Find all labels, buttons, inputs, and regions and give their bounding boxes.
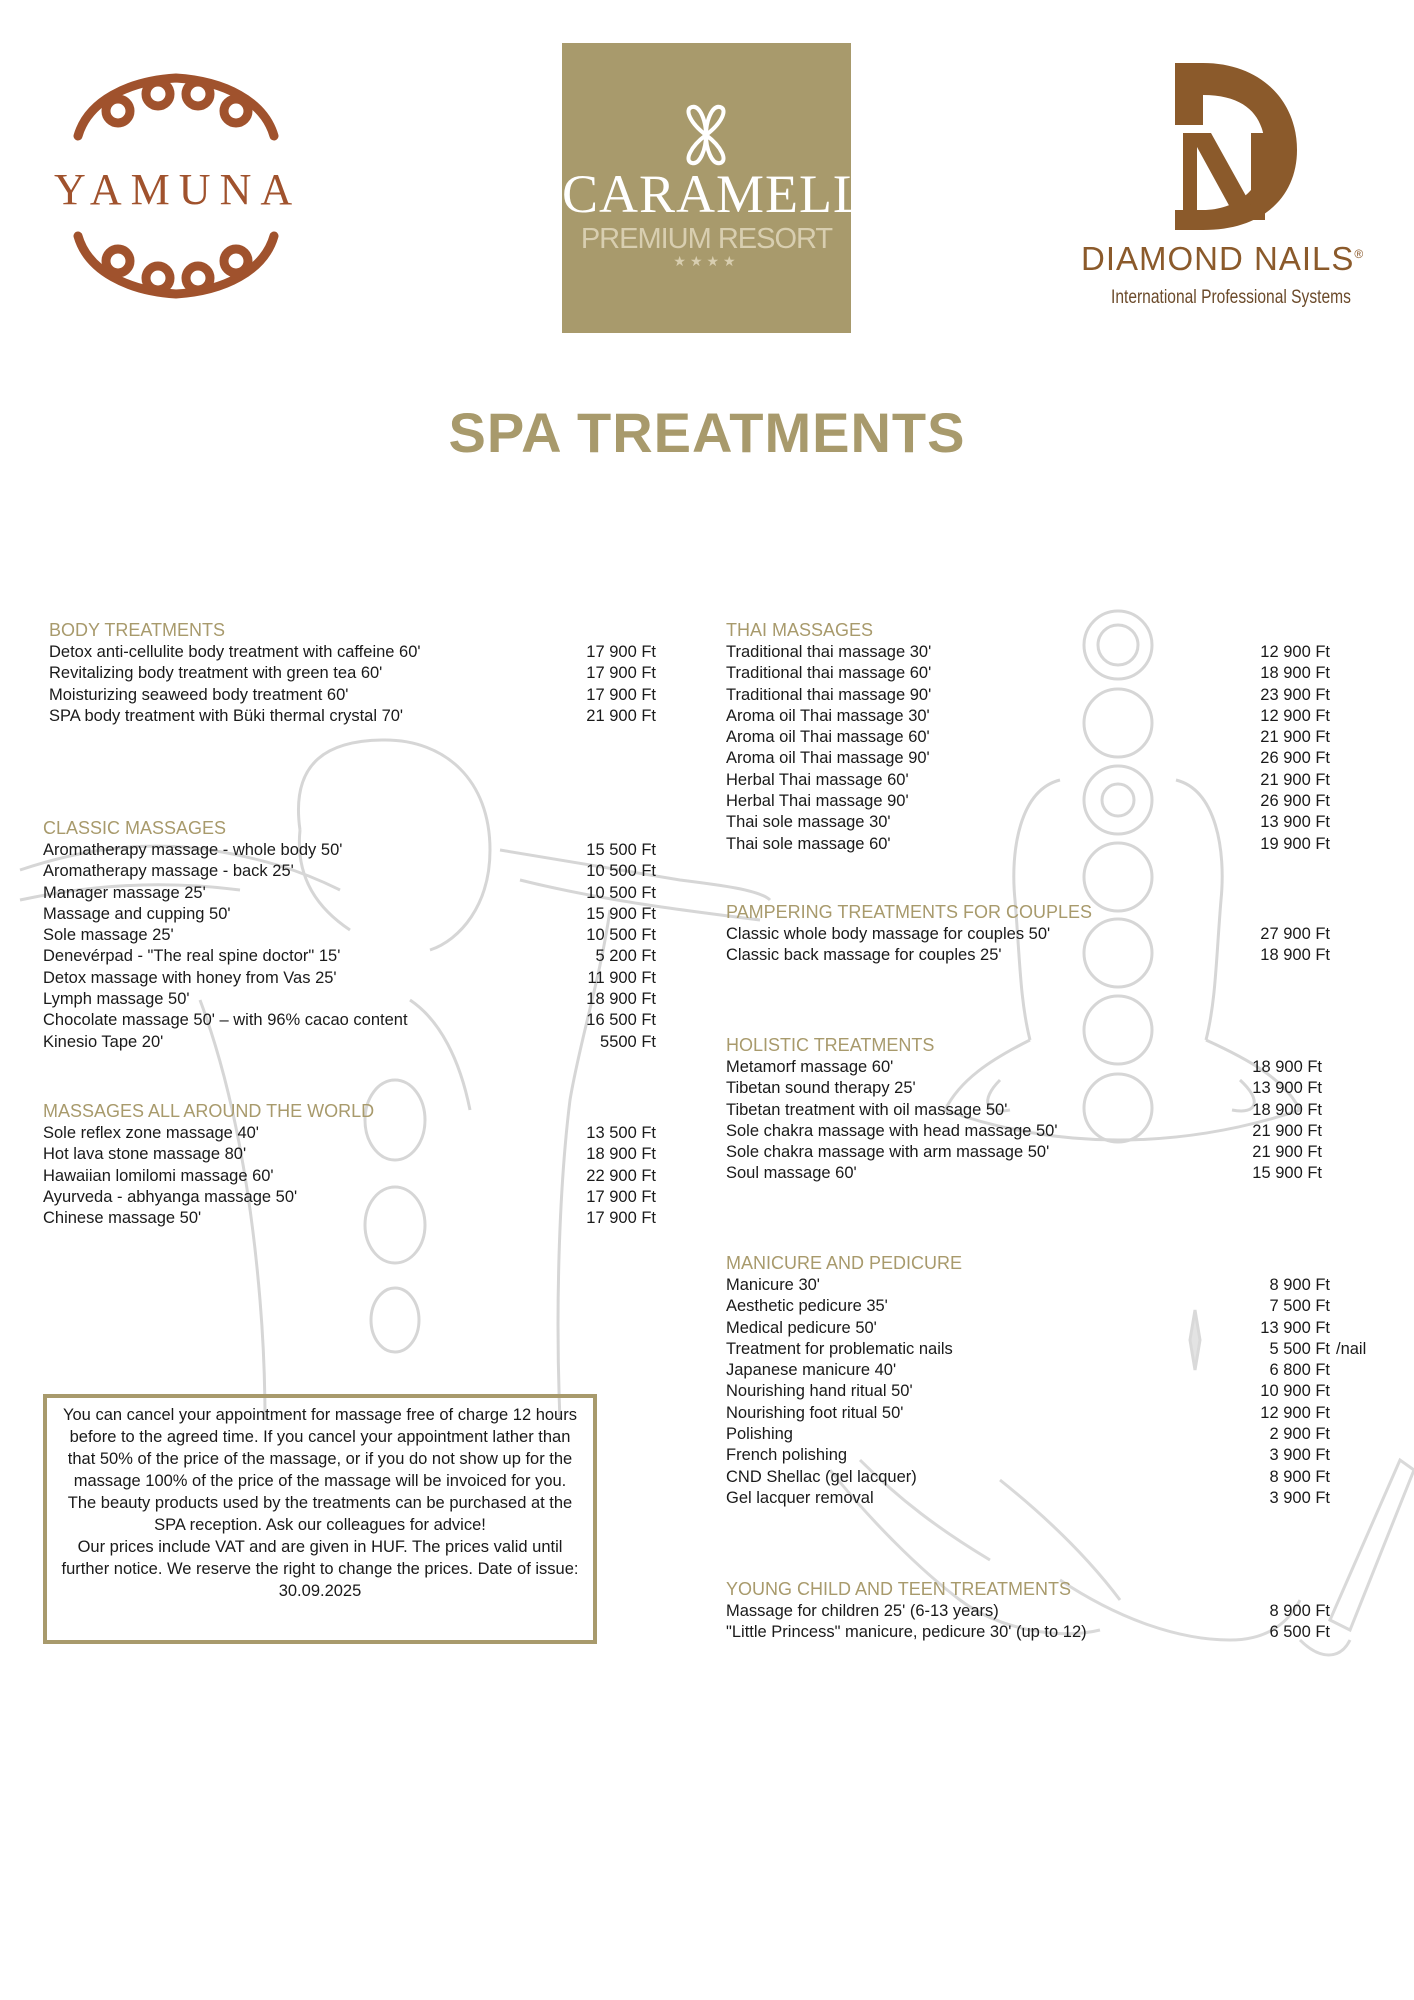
treatment-name: Kinesio Tape 20' [43, 1032, 164, 1051]
treatment-price: 12 900 Ft [1260, 706, 1330, 725]
section-heading: PAMPERING TREATMENTS FOR COUPLES [726, 902, 1093, 922]
treatment-name: Massage for children 25' (6-13 years) [726, 1602, 999, 1620]
page-title: SPA TREATMENTS [448, 401, 966, 464]
treatment-name: Moisturizing seaweed body treatment 60' [49, 685, 349, 704]
treatment-name: Chinese massage 50' [43, 1209, 202, 1228]
price-unit-suffix: /nail [1336, 1339, 1367, 1358]
price-list-item [726, 945, 1330, 966]
treatment-name: Classic whole body massage for couples 50' [726, 925, 1051, 943]
treatment-name: Herbal Thai massage 60' [726, 770, 909, 789]
price-list-item [43, 840, 656, 861]
treatment-name: Nourishing foot ritual 50' [726, 1403, 904, 1422]
price-list-item [726, 1467, 1330, 1488]
diamond-nails-tagline: International Professional Systems [1111, 287, 1351, 308]
treatment-name: Sole chakra massage with head massage 50' [726, 1121, 1058, 1140]
price-list-item [726, 685, 1330, 706]
price-list-item [726, 642, 1330, 663]
caramell-flower-icon [670, 103, 742, 167]
section-heading: MASSAGES ALL AROUND THE WORLD [43, 1101, 375, 1121]
treatment-name: Gel lacquer removal [726, 1488, 874, 1507]
price-list-item [726, 812, 1330, 833]
price-list-item [726, 727, 1330, 748]
treatment-name: Sole chakra massage with arm massage 50' [726, 1143, 1050, 1162]
price-list-item [49, 685, 656, 706]
treatment-price: 17 900 Ft [586, 685, 656, 704]
treatment-price: 18 900 Ft [1260, 664, 1330, 683]
treatment-name: Medical pedicure 50' [726, 1318, 877, 1337]
treatment-name: Nourishing hand ritual 50' [726, 1382, 913, 1401]
price-list-item [49, 706, 656, 727]
notice-paragraph-cancellation: You can cancel your appointment for massage free of charge 12 hours before to the agreed time. If you cancel your appointment lather than that 50% of the price of the massage, or if you do not show up for the massage 100% of the price of the massage will be invoiced for you. [63, 1406, 577, 1490]
price-list-item [726, 663, 1330, 684]
section-holistic-treatments [726, 1033, 1322, 1185]
price-list-item [726, 1163, 1322, 1184]
treatment-price: 6 800 Ft [1269, 1361, 1330, 1380]
treatment-price: 17 900 Ft [586, 1209, 656, 1228]
treatment-price: 19 900 Ft [1260, 834, 1330, 853]
treatment-price: 7 500 Ft [1269, 1297, 1330, 1316]
treatment-name: Detox massage with honey from Vas 25' [43, 968, 337, 987]
price-list-item [726, 748, 1330, 769]
price-list-item [43, 904, 656, 925]
caramell-wordmark: CARAMELL [562, 164, 867, 224]
treatment-name: Metamorf massage 60' [726, 1058, 894, 1076]
price-list-item [43, 1144, 656, 1165]
treatment-name: Denevérpad - "The real spine doctor" 15' [43, 947, 341, 966]
price-list-item [43, 861, 656, 882]
notice-paragraph-prices: Our prices include VAT and are given in HUF. The prices valid until further notice. We reserve the right to change the prices. Date of issue: 30.09.2025 [61, 1538, 579, 1600]
treatment-name: "Little Princess" manicure, pedicure 30' (up to 12) [726, 1623, 1087, 1642]
price-list-item [726, 791, 1330, 812]
treatment-name: Traditional thai massage 30' [726, 643, 932, 661]
treatment-price: 5 500 Ft [1269, 1339, 1330, 1358]
treatment-price: 12 900 Ft [1260, 643, 1330, 661]
price-list-item [43, 1187, 656, 1208]
price-list-item [43, 1166, 656, 1187]
section-heading: THAI MASSAGES [726, 620, 874, 640]
treatment-price: 12 900 Ft [1260, 1403, 1330, 1422]
price-list-item [726, 1121, 1322, 1142]
treatment-name: Aroma oil Thai massage 30' [726, 706, 930, 725]
treatment-price: 18 900 Ft [1252, 1058, 1322, 1076]
treatment-price: 16 500 Ft [586, 1011, 656, 1030]
treatment-price: 22 900 Ft [586, 1166, 656, 1185]
treatment-name: Revitalizing body treatment with green tea 60' [49, 664, 383, 683]
price-list-item [726, 1100, 1322, 1121]
treatment-name: Manager massage 25' [43, 883, 206, 902]
treatment-price: 18 900 Ft [1260, 946, 1330, 965]
treatment-name: Traditional thai massage 60' [726, 664, 932, 683]
treatment-name: CND Shellac (gel lacquer) [726, 1467, 917, 1486]
section-heading: CLASSIC MASSAGES [43, 818, 227, 838]
price-list-item [726, 1339, 1367, 1360]
treatment-name: Aromatherapy massage - back 25' [43, 862, 294, 881]
price-list-item [43, 1208, 656, 1229]
treatment-name: Manicure 30' [726, 1276, 820, 1294]
treatment-price: 17 900 Ft [586, 1187, 656, 1206]
treatment-name: Hawaiian lomilomi massage 60' [43, 1166, 274, 1185]
registered-mark: ® [1354, 247, 1365, 261]
cancellation-notice-box [43, 1394, 597, 1644]
treatment-name: Aroma oil Thai massage 90' [726, 749, 930, 768]
treatment-name: Ayurveda - abhyanga massage 50' [43, 1187, 298, 1206]
treatment-name: Sole reflex zone massage 40' [43, 1124, 259, 1142]
treatment-name: Tibetan treatment with oil massage 50' [726, 1100, 1008, 1119]
section-body-treatments [49, 618, 656, 727]
treatment-name: Thai sole massage 30' [726, 813, 891, 832]
price-list-item [43, 1123, 656, 1144]
treatment-price: 10 500 Ft [586, 926, 656, 945]
section-heading: HOLISTIC TREATMENTS [726, 1035, 935, 1055]
diamond-nails-wordmark [1081, 240, 1364, 278]
diamond-nails-logo [1075, 55, 1395, 325]
price-list-item [43, 925, 656, 946]
price-list-item [726, 706, 1330, 727]
price-list-item [726, 770, 1330, 791]
treatment-name: Detox anti-cellulite body treatment with caffeine 60' [49, 643, 421, 661]
treatment-name: Lymph massage 50' [43, 990, 190, 1009]
treatment-price: 13 900 Ft [1252, 1079, 1322, 1098]
treatment-price: 6 500 Ft [1269, 1623, 1330, 1642]
price-list-item [726, 1057, 1322, 1078]
yamuna-wordmark: YAMUNA [54, 165, 302, 214]
price-list-item [726, 834, 1330, 855]
treatment-name: Traditional thai massage 90' [726, 685, 932, 704]
section-world-massages [43, 1099, 656, 1229]
treatment-price: 21 900 Ft [1252, 1121, 1322, 1140]
price-list-item [726, 1078, 1322, 1099]
section-manicure-pedicure [726, 1251, 1367, 1509]
price-list-item [726, 1275, 1330, 1296]
treatment-price: 10 900 Ft [1260, 1382, 1330, 1401]
notice-paragraph-products: The beauty products used by the treatments can be purchased at the SPA reception. Ask our colleagues for advice! [67, 1494, 573, 1534]
price-list-item [49, 663, 656, 684]
treatment-price: 23 900 Ft [1260, 685, 1330, 704]
treatment-name: Sole massage 25' [43, 926, 174, 945]
treatment-name: Tibetan sound therapy 25' [726, 1079, 916, 1098]
treatment-name: Chocolate massage 50' – with 96% cacao content [43, 1011, 408, 1030]
price-list-item [726, 1622, 1330, 1643]
caramell-subtitle: PREMIUM RESORT [580, 223, 833, 255]
price-list-item [43, 883, 656, 904]
treatment-price: 18 900 Ft [1252, 1100, 1322, 1119]
price-list-item [43, 1010, 656, 1031]
treatment-price: 13 500 Ft [586, 1124, 656, 1142]
price-list-item [726, 1360, 1330, 1381]
price-list-item [726, 1142, 1322, 1163]
price-list-item [43, 989, 656, 1010]
treatment-name: Herbal Thai massage 90' [726, 792, 909, 811]
treatment-price: 17 900 Ft [586, 643, 656, 661]
treatment-price: 8 900 Ft [1269, 1602, 1330, 1620]
price-list-item [43, 1032, 656, 1053]
section-heading: MANICURE AND PEDICURE [726, 1253, 963, 1273]
treatment-price: 13 900 Ft [1260, 813, 1330, 832]
price-list-item [726, 1403, 1330, 1424]
treatment-price: 21 900 Ft [1260, 770, 1330, 789]
price-list-item [726, 1601, 1330, 1622]
treatment-price: 15 500 Ft [586, 841, 656, 859]
treatment-price: 17 900 Ft [586, 664, 656, 683]
treatment-price: 15 900 Ft [1252, 1164, 1322, 1183]
price-list-item [43, 946, 656, 967]
treatment-name: SPA body treatment with Büki thermal crystal 70' [49, 706, 404, 725]
price-list-item [726, 1424, 1330, 1445]
treatment-price: 8 900 Ft [1269, 1467, 1330, 1486]
price-list-item [726, 1296, 1330, 1317]
treatment-name: Massage and cupping 50' [43, 904, 231, 923]
yamuna-logo [54, 66, 302, 306]
treatment-price: 2 900 Ft [1269, 1425, 1330, 1444]
caramell-logo [562, 43, 867, 333]
treatment-price: 15 900 Ft [586, 904, 656, 923]
caramell-stars: ★★★★ [673, 253, 740, 269]
treatment-price: 18 900 Ft [586, 1145, 656, 1164]
treatment-price: 26 900 Ft [1260, 792, 1330, 811]
treatment-price: 10 500 Ft [586, 883, 656, 902]
treatment-name: Japanese manicure 40' [726, 1361, 897, 1380]
price-list-item [43, 968, 656, 989]
price-list-item [726, 1381, 1330, 1402]
treatment-name: Soul massage 60' [726, 1164, 857, 1183]
treatment-price: 27 900 Ft [1260, 925, 1330, 943]
treatment-name: Treatment for problematic nails [726, 1339, 953, 1358]
treatment-price: 21 900 Ft [1260, 728, 1330, 747]
treatment-price: 13 900 Ft [1260, 1318, 1330, 1337]
treatment-price: 26 900 Ft [1260, 749, 1330, 768]
treatment-name: Thai sole massage 60' [726, 834, 891, 853]
section-thai-massages [726, 618, 1330, 855]
treatment-price: 3 900 Ft [1269, 1488, 1330, 1507]
treatment-name: Aromatherapy massage - whole body 50' [43, 841, 343, 859]
treatment-price: 18 900 Ft [586, 990, 656, 1009]
treatment-name: French polishing [726, 1446, 848, 1465]
treatment-price: 11 900 Ft [587, 968, 656, 987]
treatment-price: 5 200 Ft [595, 947, 656, 966]
diamond-nails-monogram-icon [1075, 55, 1395, 235]
treatment-price: 21 900 Ft [586, 706, 656, 725]
diamond-nails-name: DIAMOND NAILS [1081, 240, 1355, 277]
treatment-price: 8 900 Ft [1269, 1276, 1330, 1294]
section-classic-massages [43, 816, 656, 1053]
notice-text [57, 1404, 583, 1602]
price-list-item [49, 642, 656, 663]
price-list-item [726, 1318, 1330, 1339]
price-list-item [726, 1488, 1330, 1509]
treatment-name: Aroma oil Thai massage 60' [726, 728, 930, 747]
treatment-price: 5500 Ft [600, 1032, 656, 1051]
section-heading: BODY TREATMENTS [49, 620, 226, 640]
section-heading: YOUNG CHILD AND TEEN TREATMENTS [726, 1579, 1072, 1599]
section-children-treatments [726, 1577, 1330, 1644]
section-couples-treatments [726, 900, 1330, 967]
treatment-name: Polishing [726, 1425, 793, 1444]
price-list-item [726, 1445, 1330, 1466]
treatment-price: 3 900 Ft [1269, 1446, 1330, 1465]
treatment-name: Hot lava stone massage 80' [43, 1145, 247, 1164]
treatment-price: 10 500 Ft [586, 862, 656, 881]
treatment-name: Classic back massage for couples 25' [726, 946, 1002, 965]
price-list-item [726, 924, 1330, 945]
treatment-name: Aesthetic pedicure 35' [726, 1297, 888, 1316]
treatment-price: 21 900 Ft [1252, 1143, 1322, 1162]
